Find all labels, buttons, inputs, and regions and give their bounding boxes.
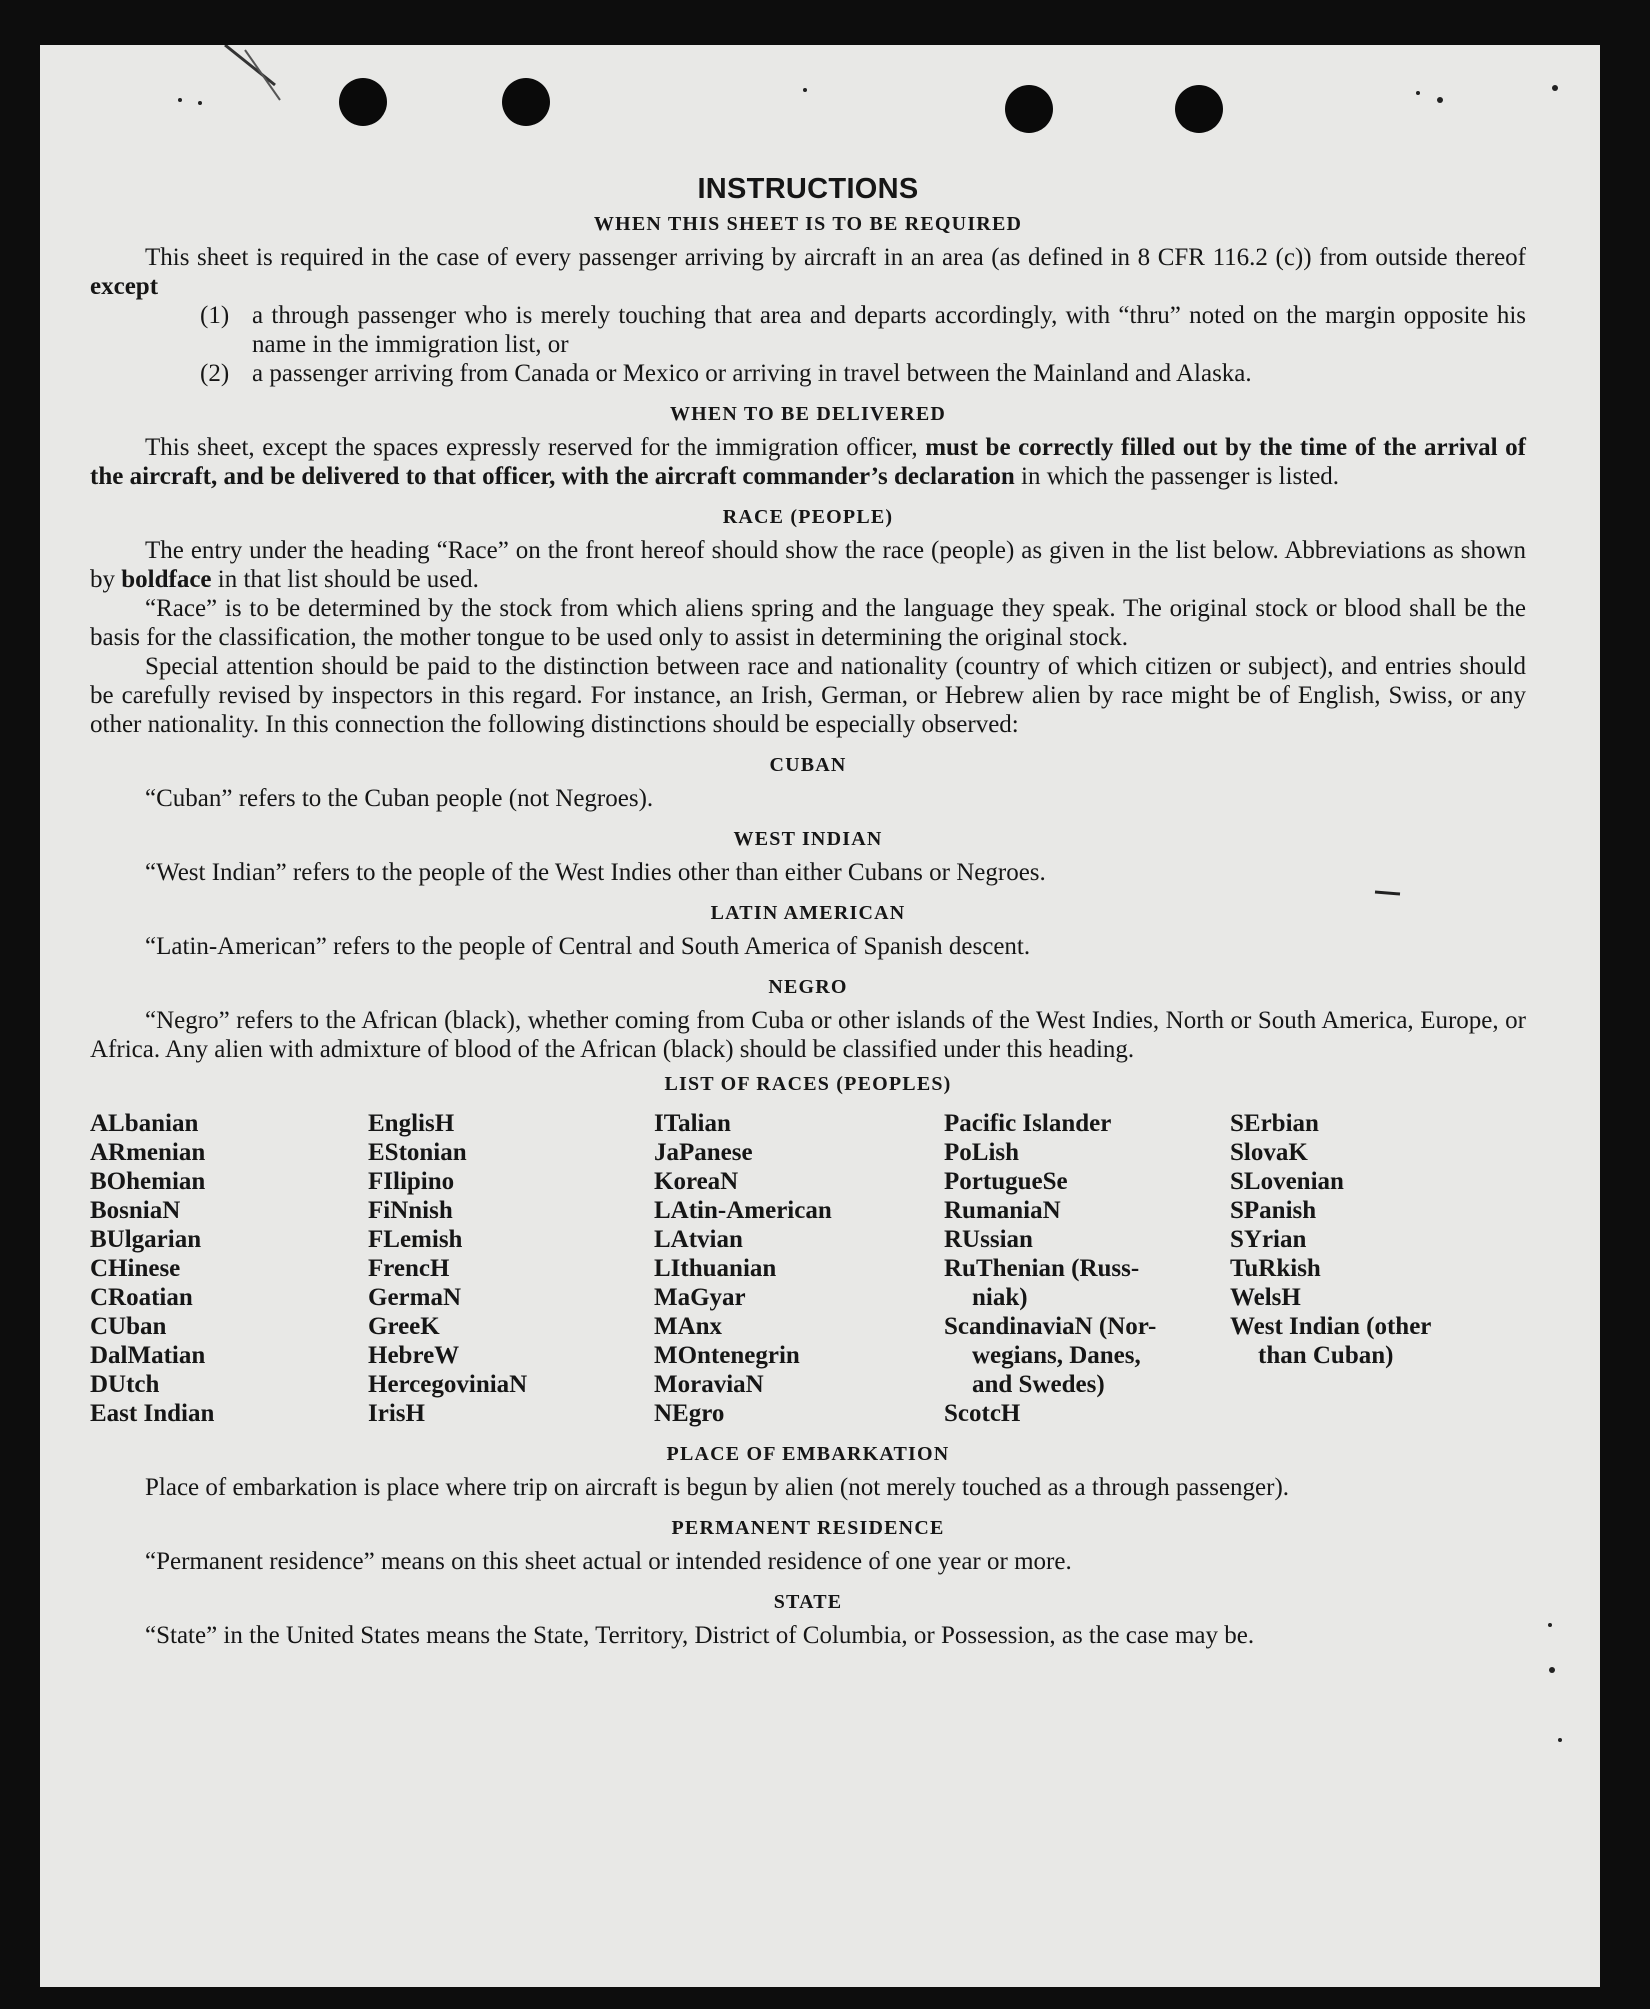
race-entry: NEgro	[654, 1400, 725, 1427]
when-delivered-text	[90, 433, 1526, 491]
cuban-text: “Cuban” refers to the Cuban people (not Negroes).	[145, 785, 654, 812]
race-entry: SlovaK	[1230, 1139, 1308, 1166]
section-heading-latin-american: LATIN AMERICAN	[710, 902, 906, 924]
race-entry: DalMatian	[90, 1342, 206, 1369]
race-entry: BUlgarian	[90, 1226, 202, 1253]
race-entry: SErbian	[1230, 1110, 1319, 1137]
page-title: INSTRUCTIONS	[697, 173, 919, 205]
race-entry-continued: niak)	[972, 1284, 1028, 1311]
race-entry-continued: wegians, Danes,	[972, 1342, 1141, 1369]
section-heading-list-of-races: LIST OF RACES (PEOPLES)	[664, 1073, 952, 1095]
race-entry: FrencH	[368, 1255, 450, 1282]
race-entry: West Indian (other	[1230, 1313, 1432, 1340]
race-entry: Pacific Islander	[944, 1110, 1112, 1137]
race-entry: LAtvian	[654, 1226, 743, 1253]
race-entry: TuRkish	[1230, 1255, 1321, 1282]
race-entry: SLovenian	[1230, 1168, 1344, 1195]
section-heading-race: RACE (PEOPLE)	[722, 506, 894, 528]
race-entry: PortugueSe	[944, 1168, 1068, 1195]
item-text: a through passenger who is merely touching that area and departs accordingly, with “thru” noted on the margin opposite his name in the immigration list, or	[252, 302, 1526, 358]
race-entry: RumaniaN	[944, 1197, 1061, 1224]
race-text-boldface: boldface	[121, 566, 212, 593]
race-entry: WelsH	[1230, 1284, 1301, 1311]
race-entry: SYrian	[1230, 1226, 1307, 1253]
race-entry: IrisH	[368, 1400, 425, 1427]
west-indian-text: “West Indian” refers to the people of the West Indies other than either Cubans or Negroes.	[145, 859, 1046, 886]
latin-american-text: “Latin-American” refers to the people of Central and South America of Spanish descent.	[145, 933, 1031, 960]
item-text: a passenger arriving from Canada or Mexico or arriving in travel between the Mainland and Alaska.	[252, 360, 1252, 387]
race-entry: GermaN	[368, 1284, 462, 1311]
delivered-text-a: This sheet, except the spaces expressly reserved for the immigration officer,	[145, 434, 926, 461]
race-entry: PoLish	[944, 1139, 1020, 1166]
race-entry: BosniaN	[90, 1197, 181, 1224]
race-entry: ScandinaviaN (Nor-	[944, 1313, 1157, 1340]
race-entry-continued: than Cuban)	[1258, 1342, 1394, 1369]
race-entry: BOhemian	[90, 1168, 206, 1195]
race-entry: CRoatian	[90, 1284, 193, 1311]
races-list	[90, 1109, 1526, 1428]
race-entry: DUtch	[90, 1371, 160, 1398]
races-column-3	[654, 1109, 944, 1428]
race-entry: KoreaN	[654, 1168, 739, 1195]
state-text: “State” in the United States means the State, Territory, District of Columbia, or Possession, as the case may be.	[145, 1622, 1255, 1649]
race-paragraph-2: “Race” is to be determined by the stock from which aliens spring and the language they speak. The original stock or blood shall be the basis for the classification, the mother tongue to be used only to assist in determining the original stock.	[90, 595, 1526, 651]
section-heading-state: STATE	[773, 1591, 843, 1613]
race-entry: GreeK	[368, 1313, 440, 1340]
section-heading-west-indian: WEST INDIAN	[733, 828, 883, 850]
negro-text: “Negro” refers to the African (black), whether coming from Cuba or other islands of the West Indies, North or South America, Europe, or Africa. Any alien with admixture of blood of the African (black) should be classified under this heading.	[90, 1007, 1526, 1063]
races-column-4	[944, 1109, 1230, 1428]
item-number: (2)	[200, 360, 230, 387]
race-entry: ALbanian	[90, 1110, 199, 1137]
race-entry: FIlipino	[368, 1168, 455, 1195]
item-number: (1)	[200, 302, 230, 329]
race-entry: FLemish	[368, 1226, 463, 1253]
residence-text: “Permanent residence” means on this sheet actual or intended residence of one year or more.	[145, 1548, 1072, 1575]
race-entry: FiNnish	[368, 1197, 453, 1224]
race-entry: MOntenegrin	[654, 1342, 800, 1369]
section-heading-when-delivered: WHEN TO BE DELIVERED	[669, 403, 947, 425]
race-entry: ITalian	[654, 1110, 731, 1137]
race-entry: SPanish	[1230, 1197, 1317, 1224]
document-sheet	[40, 45, 1600, 1987]
race-entry: EStonian	[368, 1139, 467, 1166]
race-entry: RUssian	[944, 1226, 1033, 1253]
race-entry: LIthuanian	[654, 1255, 777, 1282]
race-text-a: The entry under the heading “Race” on the front hereof should show the race (people) as given in the list below. Abbreviations as shown by	[90, 537, 1526, 593]
race-entry: MaGyar	[654, 1284, 746, 1311]
delivered-text-b: must be correctly filled out by the time of the arrival of the aircraft, and be delivered to that officer, with the aircraft commander’s declaration	[90, 434, 1526, 490]
race-entry: MAnx	[654, 1313, 723, 1340]
race-entry-continued: and Swedes)	[972, 1371, 1105, 1398]
intro-text: This sheet is required in the case of every passenger arriving by aircraft in an area (as defined in 8 CFR 116.2 (c)) from outside thereof	[145, 244, 1526, 271]
race-entry: EnglisH	[368, 1110, 455, 1137]
section-heading-cuban: CUBAN	[769, 754, 847, 776]
race-paragraph-3: Special attention should be paid to the distinction between race and nationality (country of which citizen or subject), and entries should be carefully revised by inspectors in this regard. For instance, an Irish, German, or Hebrew alien by race might be of English, Swiss, or any other nationality. In this connection the following distinctions should be especially observed:	[90, 653, 1526, 738]
race-entry: HebreW	[368, 1342, 460, 1369]
race-entry: ARmenian	[90, 1139, 206, 1166]
race-entry: CUban	[90, 1313, 167, 1340]
race-entry: CHinese	[90, 1255, 181, 1282]
races-column-5	[1230, 1109, 1526, 1428]
instructions-content	[90, 175, 1526, 1650]
section-heading-when-required: WHEN THIS SHEET IS TO BE REQUIRED	[593, 213, 1023, 235]
section-heading-negro: NEGRO	[768, 976, 848, 998]
race-entry: HercegoviniaN	[368, 1371, 528, 1398]
intro-except: except	[90, 273, 159, 300]
race-entry: East Indian	[90, 1400, 215, 1427]
race-paragraph-1	[90, 536, 1526, 594]
race-entry: LAtin-American	[654, 1197, 832, 1224]
race-entry: ScotcH	[944, 1400, 1021, 1427]
race-entry: JaPanese	[654, 1139, 753, 1166]
delivered-text-c: in which the passenger is listed.	[1014, 463, 1340, 490]
exception-item-1	[200, 301, 1526, 359]
exception-item-2	[200, 359, 1526, 388]
races-column-1	[90, 1109, 368, 1428]
race-entry: RuThenian (Russ-	[944, 1255, 1140, 1282]
section-heading-residence: PERMANENT RESIDENCE	[671, 1517, 945, 1539]
embarkation-text: Place of embarkation is place where trip on aircraft is begun by alien (not merely touched as a through passenger).	[145, 1474, 1290, 1501]
section-heading-embarkation: PLACE OF EMBARKATION	[666, 1443, 950, 1465]
race-text-c: in that list should be used.	[211, 566, 479, 593]
races-column-2	[368, 1109, 654, 1428]
race-entry: MoraviaN	[654, 1371, 764, 1398]
when-required-intro	[90, 243, 1526, 301]
